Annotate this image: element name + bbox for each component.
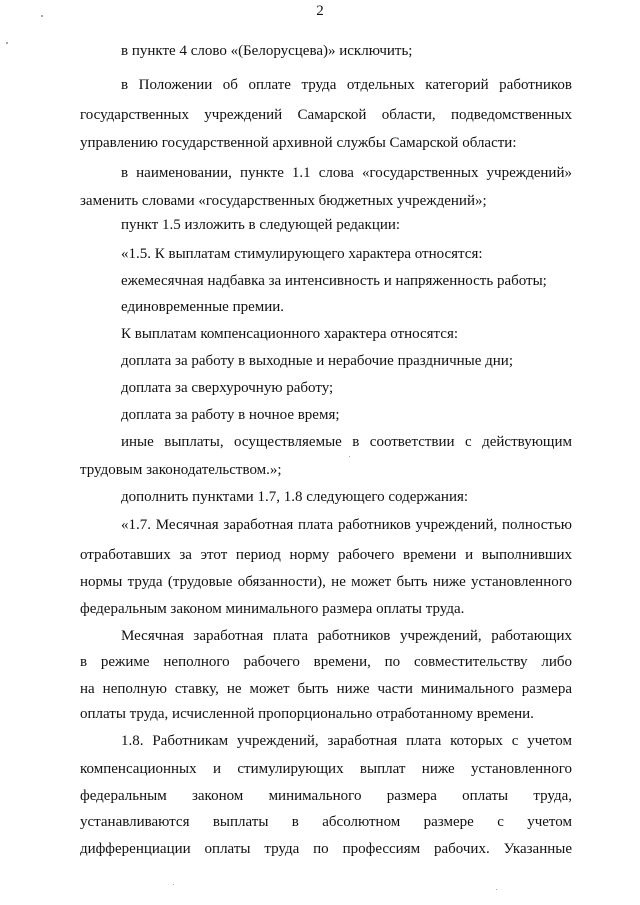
text-line: федеральным законом минимального размера оплаты труда. — [80, 601, 465, 617]
text-line: компенсационных и стимулирующих выплат ниже установленного — [80, 761, 572, 777]
text-line: трудовым законодательством.»; — [80, 462, 282, 478]
text-line: иные выплаты, осуществляемые в соответствии с действующим — [121, 434, 572, 450]
text-line: отработавших за этот период норму рабочего времени и выполнивших — [80, 547, 572, 563]
text-line: К выплатам компенсационного характера относятся: — [121, 326, 459, 342]
text-line: в наименовании, пункте 1.1 слова «государственных учреждений» — [121, 165, 572, 181]
text-line: 1.8. Работникам учреждений, заработная плата которых с учетом — [121, 733, 572, 749]
text-line: доплата за работу в выходные и нерабочие праздничные дни; — [121, 353, 514, 369]
text-line: дифференциации оплаты труда по профессиям рабочих. Указанные — [80, 841, 572, 857]
text-line: «1.7. Месячная заработная плата работников учреждений, полностью — [121, 517, 572, 533]
text-line: доплата за работу в ночное время; — [121, 407, 340, 423]
text-line: «1.5. К выплатам стимулирующего характера относятся: — [121, 246, 483, 262]
scan-speck — [173, 884, 174, 885]
text-line: в пункте 4 слово «(Белорусцева)» исключить; — [121, 43, 413, 59]
page-number: 2 — [316, 3, 324, 19]
text-line: оплаты труда, исчисленной пропорционально отработанному времени. — [80, 706, 534, 722]
scan-speck — [41, 15, 43, 17]
text-line: единовременные премии. — [121, 299, 285, 315]
scan-speck — [6, 42, 8, 44]
text-line: ежемесячная надбавка за интенсивность и напряженность работы; — [121, 273, 547, 289]
text-line: на неполную ставку, не может быть ниже части минимального размера — [80, 681, 572, 697]
scan-speck — [349, 456, 350, 457]
text-line: в Положении об оплате труда отдельных категорий работников — [121, 77, 572, 93]
text-line: дополнить пунктами 1.7, 1.8 следующего содержания: — [121, 489, 469, 505]
text-line: нормы труда (трудовые обязанности), не может быть ниже установленного — [80, 574, 572, 590]
scan-speck — [496, 889, 497, 890]
text-line: Месячная заработная плата работников учреждений, работающих — [121, 628, 572, 644]
text-line: федеральным законом минимального размера оплаты труда, — [80, 788, 572, 804]
text-line: пункт 1.5 изложить в следующей редакции: — [121, 217, 401, 233]
text-line: в режиме неполного рабочего времени, по совместительству либо — [80, 654, 572, 670]
text-line: заменить словами «государственных бюджетных учреждений»; — [80, 193, 487, 209]
text-line: устанавливаются выплаты в абсолютном размере с учетом — [80, 814, 572, 830]
text-line: управлению государственной архивной службы Самарской области: — [80, 135, 517, 151]
text-line: государственных учреждений Самарской области, подведомственных — [80, 107, 572, 123]
text-line: доплата за сверхурочную работу; — [121, 380, 334, 396]
